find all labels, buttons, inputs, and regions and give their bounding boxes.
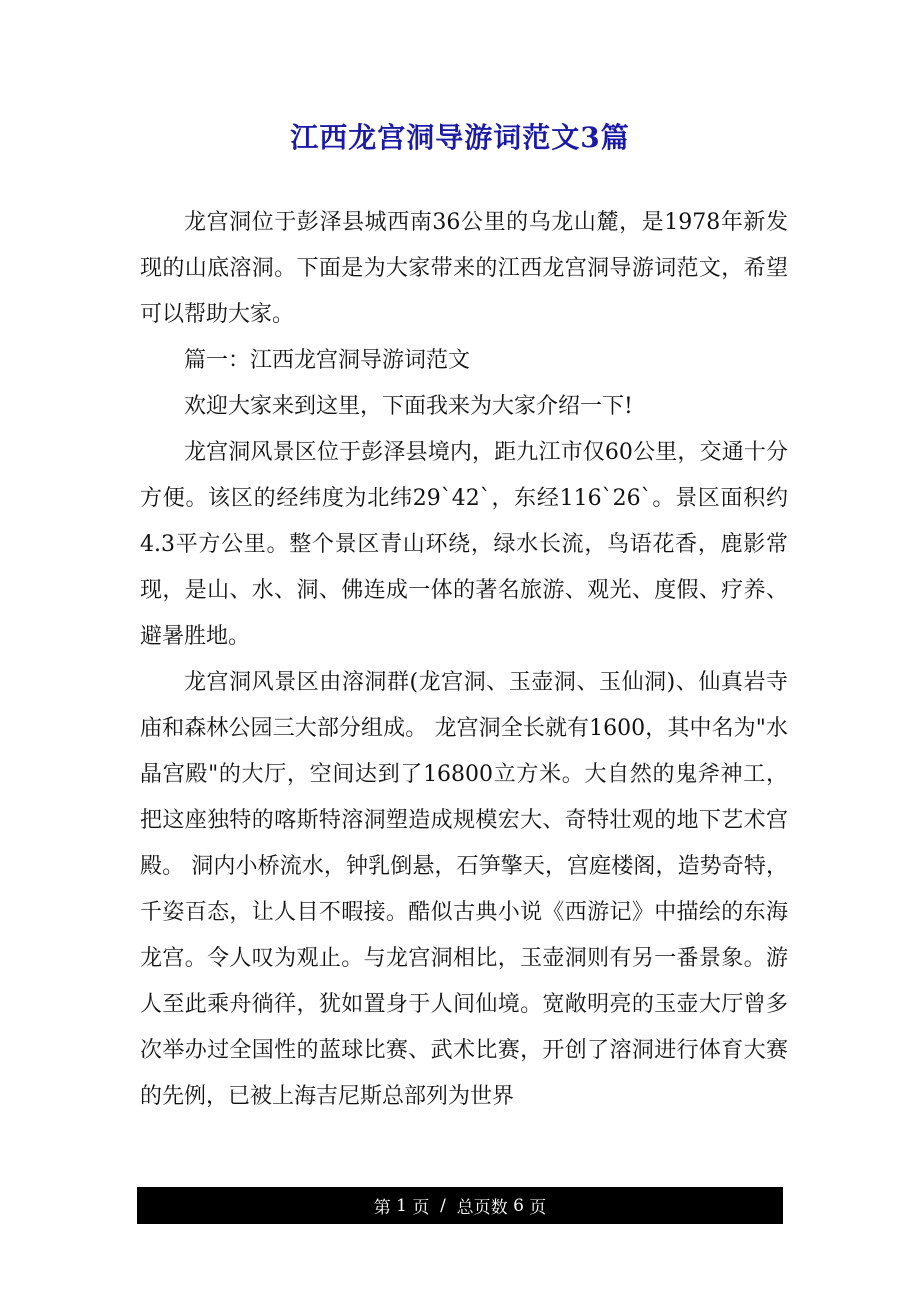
paragraph-composition: 龙宫洞风景区由溶洞群(龙宫洞、玉壶洞、玉仙洞)、仙真岩寺庙和森林公园三大部分组成。 龙宫洞全长就有1600，其中名为"水晶宫殿"的大厅，空间达到了16800立方米。大自然的鬼斧神工，把这座独特的喀斯特溶洞塑造成规模宏大、奇特壮观的地下艺术宫殿。 洞内小桥流水，钟乳倒悬，石笋擎天，宫庭楼阁，造势奇特，千姿百态，让人目不暇接。酷似古典小说《西游记》中描绘的东海龙宫。令人叹为观止。与龙宫洞相比，玉壶洞则有另一番景象。游人至此乘舟徜徉，犹如置身于人间仙境。宽敞明亮的玉壶大厅曾多次举办过全国性的蓝球比赛、武术比赛，开创了溶洞进行体育大赛的先例，已被上海吉尼斯总部列为世界 — [140, 670, 788, 1109]
page-footer — [137, 1187, 783, 1224]
document-title: 江西龙宫洞导游词范文3篇 — [290, 121, 630, 154]
footer-total-prefix: 总页数 — [456, 1198, 514, 1218]
paragraph-intro: 龙宫洞位于彭泽县城西南36公里的乌龙山麓，是1978年新发现的山底溶洞。下面是为大家带来的江西龙宫洞导游词范文，希望可以帮助大家。 — [140, 210, 788, 327]
footer-page-prefix: 第 — [373, 1198, 397, 1218]
footer-total-suffix: 页 — [523, 1198, 547, 1218]
footer-page-suffix: 页 — [406, 1198, 430, 1218]
footer-separator: / — [429, 1195, 457, 1216]
footer-page-total: 6 — [513, 1195, 524, 1216]
document-body — [140, 200, 788, 1120]
paragraph-welcome: 欢迎大家来到这里，下面我来为大家介绍一下! — [184, 394, 633, 419]
footer-page-current: 1 — [396, 1195, 407, 1216]
paragraph-section-heading: 篇一：江西龙宫洞导游词范文 — [184, 348, 471, 373]
paragraph-location: 龙宫洞风景区位于彭泽县境内，距九江市仅60公里，交通十分方便。该区的经纬度为北纬29`42`，东经116`26`。景区面积约4.3平方公里。整个景区青山环绕，绿水长流，鸟语花香，鹿影常现，是山、水、洞、佛连成一体的著名旅游、观光、度假、疗养、避暑胜地。 — [140, 440, 788, 649]
